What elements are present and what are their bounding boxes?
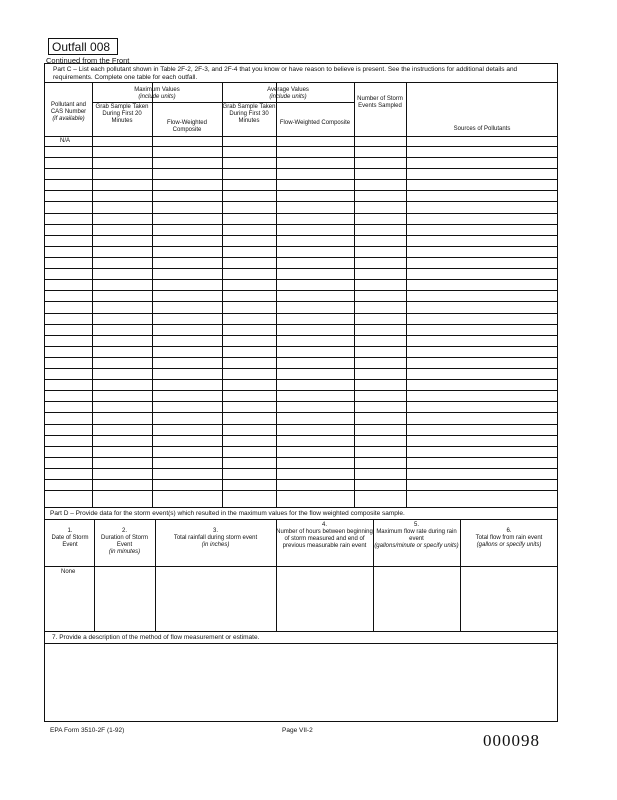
rule-line — [44, 390, 558, 391]
document-stamp: 000098 — [483, 731, 540, 750]
grab-max-header: Grab Sample Taken During First 20 Minutes — [95, 104, 149, 124]
continued-note: Continued from the Front — [46, 56, 130, 65]
rule-line — [44, 357, 558, 358]
rule-line — [152, 82, 153, 507]
rule-line — [44, 490, 558, 491]
max-values-header: Maximum Values (include units) — [134, 87, 180, 100]
d-col-header-2: 2. Duration of Storm Event (in minutes) — [100, 528, 149, 555]
d-col-header-6: 6. Total flow from rain event (gallons or specify units) — [475, 528, 543, 548]
rule-line — [44, 643, 558, 644]
rule-line — [44, 235, 558, 236]
rule-line — [44, 179, 558, 180]
pollutant-header: Pollutant and CAS Number (if available) — [50, 102, 87, 122]
rule-line — [44, 257, 558, 258]
d-col-header-3: 3. Total rainfall during storm event (in inches) — [173, 528, 258, 548]
num-events-header: Number of Storm Events Sampled — [357, 96, 403, 109]
d-col-header-5: 5. Maximum flow rate during rain event (gallons/minute or specify units) — [374, 522, 459, 549]
rule-line — [44, 412, 558, 413]
rule-line — [44, 146, 558, 147]
rule-line — [44, 446, 558, 447]
rule-line — [44, 379, 558, 380]
rule-line — [44, 313, 558, 314]
first-row-value: N/A — [60, 138, 71, 144]
rule-line — [44, 479, 558, 480]
rule-line — [44, 268, 558, 269]
rule-line — [44, 190, 558, 191]
rule-line — [44, 168, 558, 169]
flow-avg-header: Flow-Weighted Composite — [279, 120, 351, 126]
rule-line — [44, 519, 558, 520]
flow-max-header: Flow-Weighted Composite — [167, 120, 207, 133]
rule-line — [44, 368, 558, 369]
part-c-instructions: Part C – List each pollutant shown in Table 2F-2, 2F-3, and 2F-4 that you know or have reason to believe is present. See the instructions for additional details and requirements. Complete one table for each outfall. — [53, 66, 518, 81]
rule-line — [276, 82, 277, 507]
outfall-label: Outfall 008 — [48, 38, 118, 55]
rule-line — [44, 290, 558, 291]
rule-line — [44, 136, 558, 137]
rule-line — [44, 82, 558, 83]
rule-line — [44, 566, 558, 567]
rule-line — [406, 82, 407, 507]
rule-line — [44, 346, 558, 347]
form-frame — [44, 63, 558, 722]
form-number: EPA Form 3510-2F (1-92) — [50, 727, 125, 734]
rule-line — [44, 301, 558, 302]
rule-line — [354, 82, 355, 507]
rule-line — [44, 279, 558, 280]
rule-line — [44, 157, 558, 158]
rule-line — [44, 424, 558, 425]
rule-line — [44, 335, 558, 336]
rule-line — [44, 201, 558, 202]
rule-line — [44, 468, 558, 469]
page-number: Page VII-2 — [282, 727, 313, 734]
rule-line — [44, 324, 558, 325]
question-7: 7. Provide a description of the method of flow measurement or estimate. — [52, 634, 260, 641]
sources-header: Sources of Pollutants — [453, 126, 511, 132]
rule-line — [44, 631, 558, 632]
d-date-value: None — [61, 569, 76, 575]
rule-line — [44, 224, 558, 225]
rule-line — [44, 435, 558, 436]
rule-line — [92, 82, 93, 507]
rule-line — [44, 401, 558, 402]
rule-line — [44, 246, 558, 247]
avg-values-header: Average Values (include units) — [267, 87, 309, 100]
rule-line — [222, 82, 223, 507]
rule-line — [92, 102, 354, 103]
rule-line — [44, 507, 558, 508]
d-col-header-1: 1. Date of Storm Event — [51, 528, 89, 548]
rule-line — [44, 457, 558, 458]
part-d-instructions: Part D – Provide data for the storm event(s) which resulted in the maximum values for the flow weighted composite sample. — [50, 510, 405, 517]
d-col-header-4: 4. Number of hours between beginning of storm measured and end of previous measurable rain event — [276, 522, 373, 549]
rule-line — [44, 213, 558, 214]
grab-avg-header: Grab Sample Taken During First 30 Minutes — [222, 104, 276, 124]
